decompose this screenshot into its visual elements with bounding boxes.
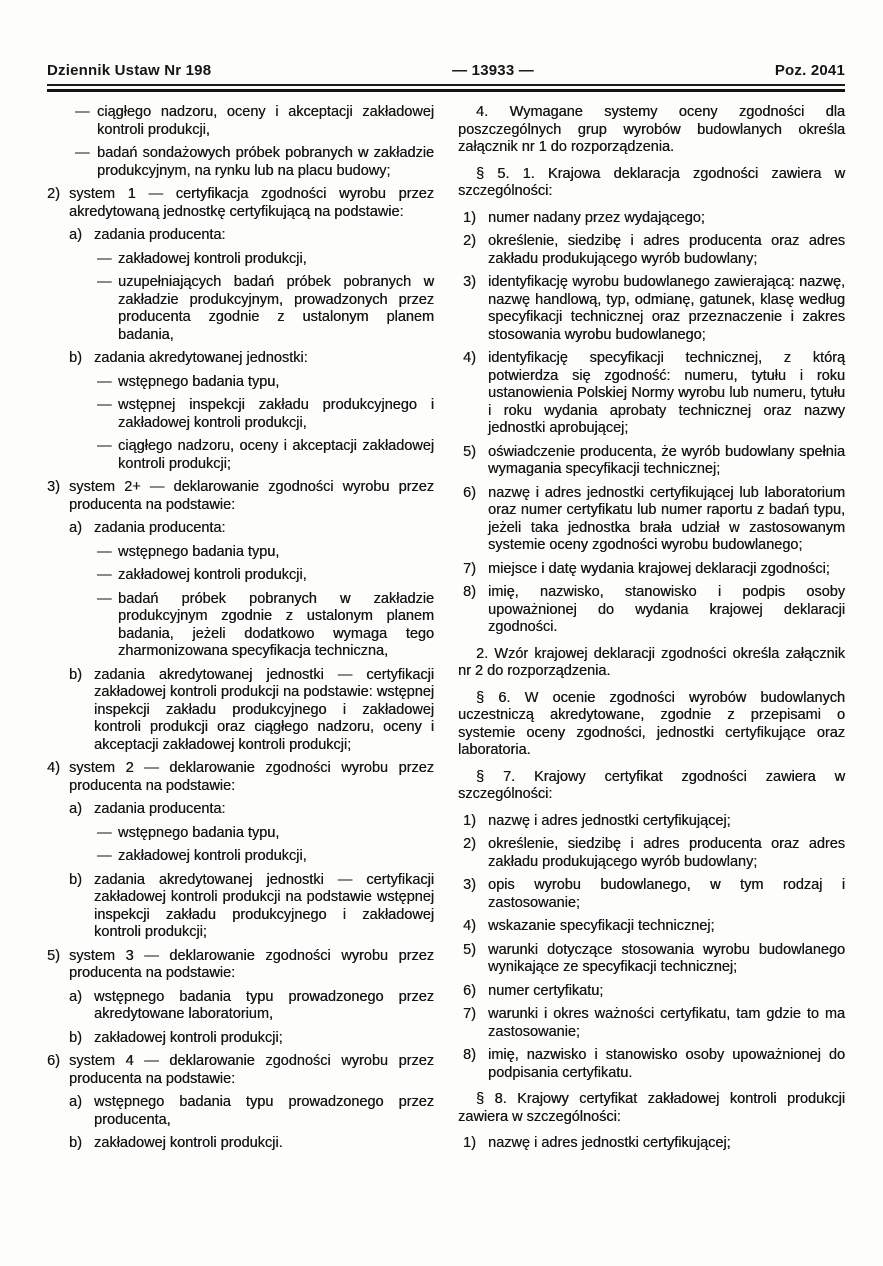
item-text: nazwę i adres jednostki certyfikującej; — [488, 1135, 731, 1151]
list-item — [47, 760, 434, 795]
item-marker: — — [75, 145, 90, 161]
list-item — [47, 104, 434, 139]
list-item — [47, 1094, 434, 1129]
header-rule-thick — [47, 89, 845, 92]
item-marker: b) — [69, 350, 82, 366]
item-marker: — — [97, 567, 112, 583]
item-marker: a) — [69, 1094, 82, 1110]
item-text: określenie, siedzibę i adres producenta oraz adres zakładu produkującego wyrób budowlany; — [488, 836, 845, 870]
item-text: numer certyfikatu; — [488, 982, 604, 999]
list-item — [458, 836, 845, 871]
item-marker: — — [97, 543, 112, 560]
right-column — [458, 104, 845, 1159]
item-text: system 4 — deklarowanie zgodności wyrobu przez producenta na podstawie: — [69, 1053, 434, 1087]
item-marker: 5) — [463, 443, 476, 460]
list-item — [458, 485, 845, 555]
item-marker: b) — [69, 871, 82, 888]
item-marker: 6) — [463, 982, 476, 999]
list-item — [47, 801, 434, 819]
list-item — [47, 544, 434, 562]
list-item — [458, 918, 845, 936]
item-marker: — — [97, 848, 112, 864]
list-item — [47, 374, 434, 392]
item-marker: 2) — [463, 233, 476, 249]
item-text: identyfikację wyrobu budowlanego zawierającą: nazwę, nazwę handlową, typ, odmianę, gatunek, klasę według specyfikacji technicznej oraz przeznaczenie i zakres stosowania wyrobu budowlanego; — [488, 274, 845, 343]
list-item — [458, 877, 845, 912]
item-marker: — — [97, 250, 112, 267]
item-marker: 2) — [463, 836, 476, 852]
list-item — [47, 274, 434, 344]
item-marker: 5) — [47, 947, 60, 964]
item-marker: 1) — [463, 209, 476, 226]
item-marker: 6) — [47, 1053, 60, 1069]
list-item — [458, 233, 845, 268]
left-column — [47, 104, 434, 1159]
item-text: system 1 — certyfikacja zgodności wyrobu przez akredytowaną jednostkę certyfikującą na podstawie: — [69, 186, 434, 220]
page-number: — 13933 — — [452, 62, 534, 79]
list-item — [458, 1047, 845, 1082]
item-marker: b) — [69, 1135, 82, 1151]
page-header — [47, 62, 845, 79]
list-item — [458, 561, 845, 579]
item-marker: — — [97, 590, 112, 607]
list-item — [458, 942, 845, 977]
item-text: warunki i okres ważności certyfikatu, tam gdzie to ma zastosowanie; — [488, 1006, 845, 1040]
item-text: identyfikację specyfikacji technicznej, z którą potwierdza się zgodność: numeru, tytułu i roku ustanowienia Polskiej Normy wyrobu lub numeru, tytułu i roku wydania aprobaty technicznej oraz nazwy jednostki aprobującej; — [488, 350, 845, 436]
item-text: wstępnej inspekcji zakładu produkcyjnego i zakładowej kontroli produkcji, — [118, 397, 434, 431]
item-marker: — — [97, 373, 112, 390]
item-text: zakładowej kontroli produkcji, — [118, 848, 307, 864]
paragraph: § 7. Krajowy certyfikat zgodności zawiera w szczególności: — [458, 768, 845, 802]
item-marker: 3) — [463, 274, 476, 290]
item-marker: 1) — [463, 1135, 476, 1151]
item-text: numer nadany przez wydającego; — [488, 209, 705, 226]
list-item — [47, 567, 434, 585]
item-text: system 2 — deklarowanie zgodności wyrobu przez producenta na podstawie: — [69, 760, 434, 794]
item-text: określenie, siedzibę i adres producenta oraz adres zakładu produkującego wyrób budowlany; — [488, 233, 845, 267]
item-text: nazwę i adres jednostki certyfikującej lub laboratorium oraz numer certyfikatu lub numer raportu z badań typu, jeżeli taka jednostka brała udział w zastosowanym systemie oceny zgodności wyrobu budowlanego; — [488, 484, 845, 553]
paragraph: § 5. 1. Krajowa deklaracja zgodności zawiera w szczególności: — [458, 165, 845, 199]
item-marker: 2) — [47, 186, 60, 202]
list-item — [47, 948, 434, 983]
item-text: wstępnego badania typu prowadzonego przez producenta, — [94, 1094, 434, 1128]
item-marker: a) — [69, 801, 82, 817]
item-marker: a) — [69, 988, 82, 1005]
item-marker: 4) — [463, 918, 476, 934]
list-item — [47, 872, 434, 942]
item-text: zadania producenta: — [94, 801, 226, 817]
list-item — [47, 848, 434, 866]
item-text: wstępnego badania typu, — [118, 824, 280, 841]
item-text: zadania akredytowanej jednostki — certyfikacji zakładowej kontroli produkcji na podstawie wstępnej inspekcji zakładu produkcyjnego i zakładowej kontroli produkcji; — [94, 871, 434, 940]
list-item — [47, 479, 434, 514]
item-text: nazwę i adres jednostki certyfikującej; — [488, 812, 731, 829]
item-marker: b) — [69, 1029, 82, 1046]
list-item — [47, 667, 434, 755]
item-marker: b) — [69, 666, 82, 683]
item-marker: 5) — [463, 941, 476, 958]
list-item — [458, 1006, 845, 1041]
list-item — [47, 145, 434, 180]
list-item — [458, 983, 845, 1001]
item-marker: — — [97, 438, 112, 454]
item-marker: 8) — [463, 1047, 476, 1063]
list-item — [47, 591, 434, 661]
list-item — [47, 251, 434, 269]
list-item — [47, 825, 434, 843]
item-text: zadania akredytowanej jednostki: — [94, 350, 308, 366]
item-text: warunki dotyczące stosowania wyrobu budowlanego wynikające ze specyfikacji technicznej; — [488, 941, 845, 975]
item-text: zadania producenta: — [94, 227, 226, 243]
item-text: wstępnego badania typu prowadzonego przez akredytowane laboratorium, — [94, 988, 434, 1022]
item-marker: 8) — [463, 584, 476, 600]
item-text: badań sondażowych próbek pobranych w zakładzie produkcyjnym, na rynku lub na placu budowy; — [97, 145, 434, 179]
item-marker: 3) — [47, 479, 60, 495]
item-marker: 7) — [463, 1006, 476, 1022]
item-text: opis wyrobu budowlanego, w tym rodzaj i zastosowanie; — [488, 877, 845, 911]
item-text: oświadczenie producenta, że wyrób budowlany spełnia wymagania specyfikacji technicznej; — [488, 443, 845, 477]
item-marker: 4) — [47, 760, 60, 776]
item-text: imię, nazwisko, stanowisko i podpis osoby upoważnionej do wydania krajowej deklaracji zgodności. — [488, 584, 845, 635]
list-item — [47, 1053, 434, 1088]
paragraph: 2. Wzór krajowej deklaracji zgodności określa załącznik nr 2 do rozporządzenia. — [458, 645, 845, 679]
list-item — [47, 1030, 434, 1048]
item-text: zadania producenta: — [94, 520, 226, 536]
list-item — [458, 210, 845, 228]
item-text: uzupełniających badań próbek pobranych w zakładzie produkcyjnym, prowadzonych przez producenta zgodnie z ustalonym planem badania, — [118, 274, 434, 343]
position-number: Poz. 2041 — [774, 62, 845, 79]
item-marker: — — [75, 104, 90, 120]
item-marker: — — [97, 397, 112, 413]
item-text: system 2+ — deklarowanie zgodności wyrobu przez producenta na podstawie: — [69, 479, 434, 513]
list-item — [47, 397, 434, 432]
item-text: ciągłego nadzoru, oceny i akceptacji zakładowej kontroli produkcji; — [118, 438, 434, 472]
item-text: miejsce i datę wydania krajowej deklaracji zgodności; — [488, 560, 830, 577]
item-text: zakładowej kontroli produkcji; — [94, 1029, 283, 1046]
list-item — [458, 1135, 845, 1153]
paragraph: § 8. Krajowy certyfikat zakładowej kontroli produkcji zawiera w szczególności: — [458, 1091, 845, 1125]
item-text: zakładowej kontroli produkcji, — [118, 567, 307, 583]
list-item — [47, 520, 434, 538]
item-text: system 3 — deklarowanie zgodności wyrobu przez producenta na podstawie: — [69, 947, 434, 981]
journal-title: Dziennik Ustaw Nr 198 — [47, 62, 212, 79]
item-text: zadania akredytowanej jednostki — certyfikacji zakładowej kontroli produkcji na podstawie: wstępnej inspekcji zakładu produkcyjnego i zakładowej kontroli produkcji oraz ciągłego nadzoru, oceny i akceptacji zakładowej kontroli produkcji; — [94, 666, 434, 753]
item-text: wstępnego badania typu, — [118, 373, 280, 390]
item-text: wskazanie specyfikacji technicznej; — [488, 918, 715, 934]
item-text: zakładowej kontroli produkcji, — [118, 250, 307, 267]
item-marker: a) — [69, 227, 82, 243]
list-item — [458, 350, 845, 438]
list-item — [47, 227, 434, 245]
item-marker: — — [97, 274, 112, 290]
item-marker: a) — [69, 520, 82, 536]
item-text: badań próbek pobranych w zakładzie produkcyjnym zgodnie z ustalonym planem badania, jeżeli dodatkowo wymaga tego zharmonizowana specyfikacja techniczna, — [118, 590, 434, 659]
item-text: imię, nazwisko i stanowisko osoby upoważnionej do podpisania certyfikatu. — [488, 1047, 845, 1081]
list-item — [47, 186, 434, 221]
text-columns — [47, 104, 845, 1159]
list-item — [47, 438, 434, 473]
paragraph: § 6. W ocenie zgodności wyrobów budowlanych uczestniczą akredytowane, zgodnie z przepisami o systemie oceny zgodności, jednostki certyfikujące oraz laboratoria. — [458, 689, 845, 758]
list-item — [47, 989, 434, 1024]
list-item — [47, 350, 434, 368]
header-rule-thin — [47, 84, 845, 86]
list-item — [47, 1135, 434, 1153]
item-text: ciągłego nadzoru, oceny i akceptacji zakładowej kontroli produkcji, — [97, 104, 434, 138]
item-marker: 6) — [463, 484, 476, 501]
item-marker: 4) — [463, 350, 476, 366]
item-marker: — — [97, 824, 112, 841]
list-item — [458, 813, 845, 831]
item-marker: 3) — [463, 877, 476, 893]
item-marker: 1) — [463, 812, 476, 829]
item-text: wstępnego badania typu, — [118, 543, 280, 560]
list-item — [458, 584, 845, 637]
list-item — [458, 274, 845, 344]
list-item — [458, 444, 845, 479]
item-text: zakładowej kontroli produkcji. — [94, 1135, 283, 1151]
item-marker: 7) — [463, 560, 476, 577]
paragraph: 4. Wymagane systemy oceny zgodności dla poszczególnych grup wyrobów budowlanych określa załącznik nr 1 do rozporządzenia. — [458, 104, 845, 155]
